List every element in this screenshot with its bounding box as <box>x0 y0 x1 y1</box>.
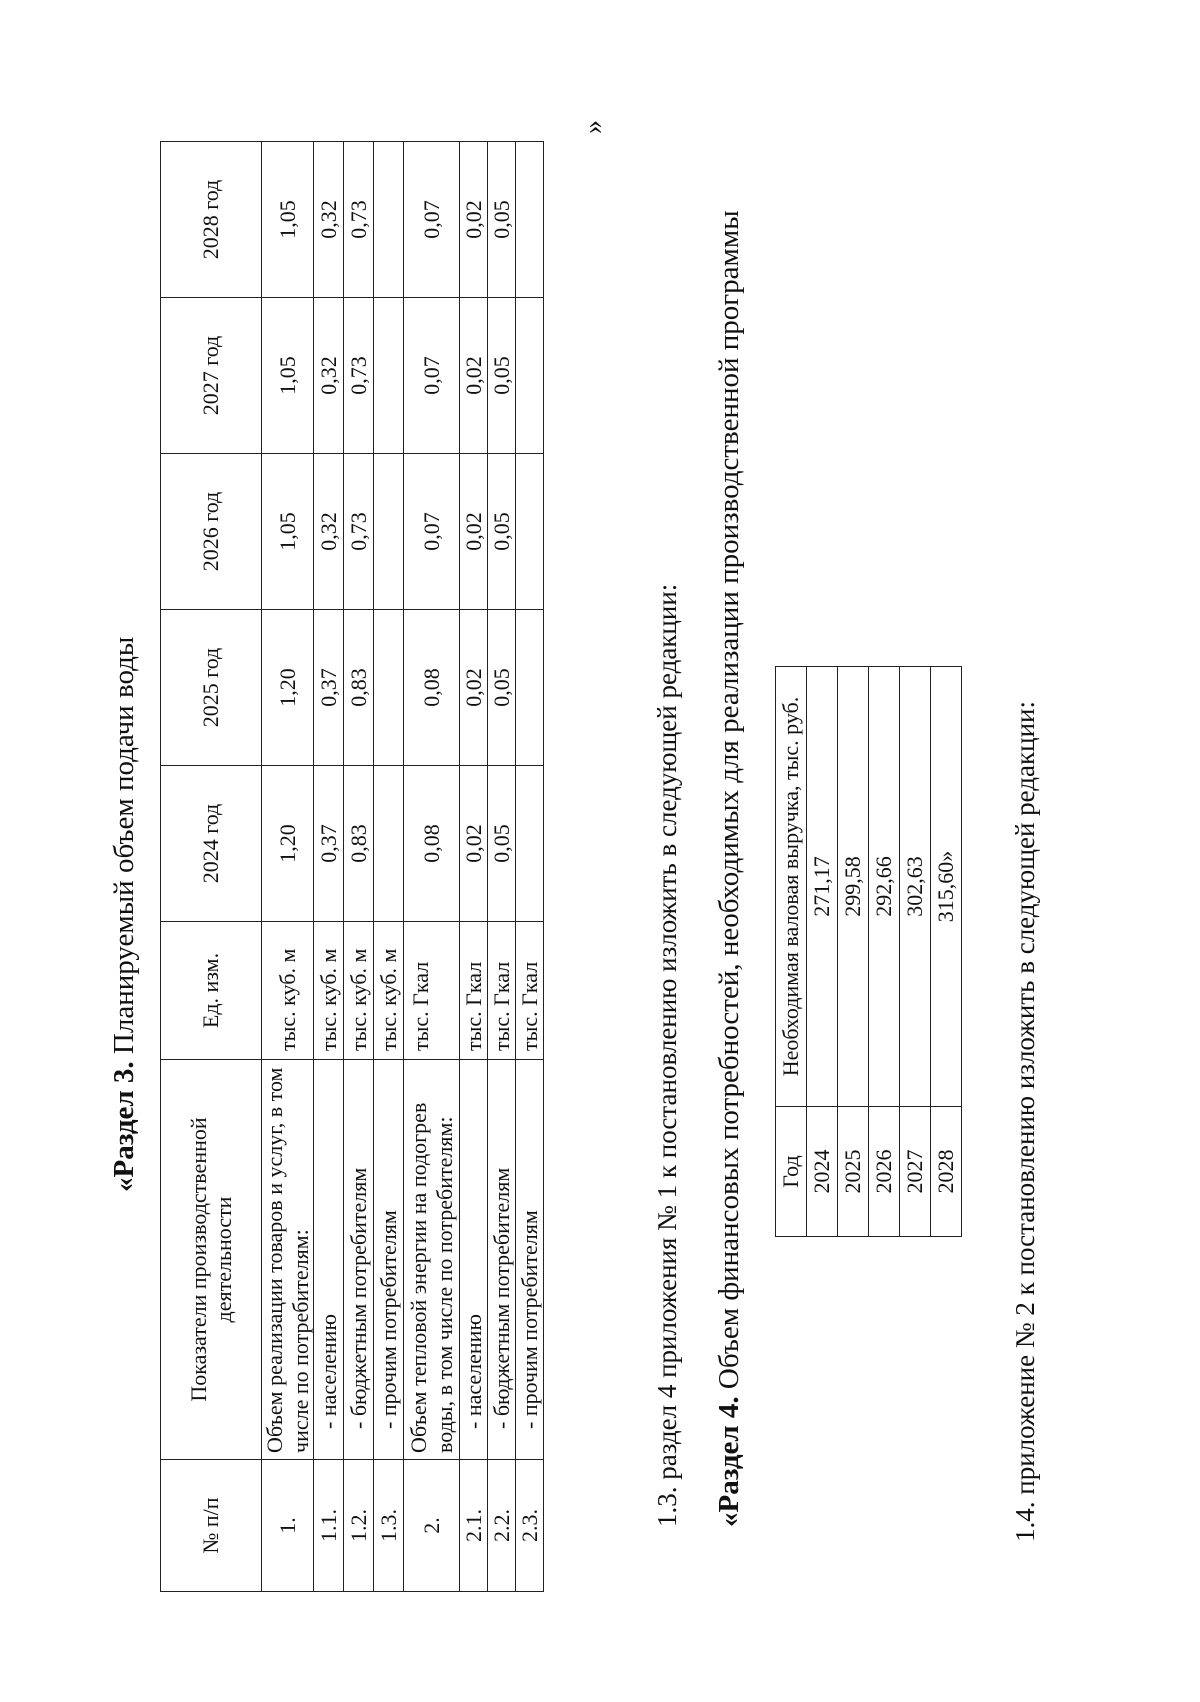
table-row <box>314 142 344 1592</box>
value-cell: 0,02 <box>460 766 488 922</box>
row-unit: тыс. Гкал <box>516 922 544 1060</box>
value-cell: 0,07 <box>404 454 460 610</box>
row-number: 2. <box>404 1460 460 1592</box>
header-cell: 2024 год <box>161 766 262 922</box>
value-cell: 1,05 <box>262 142 314 298</box>
section3-table <box>160 141 544 1592</box>
header-cell: Ед. изм. <box>161 922 262 1060</box>
value-cell: 0,02 <box>460 454 488 610</box>
value-cell: 0,08 <box>404 766 460 922</box>
table-row <box>374 142 404 1592</box>
value-cell: 0,02 <box>460 142 488 298</box>
table-header-row <box>161 142 262 1592</box>
year-cell: 2024 <box>807 1107 838 1237</box>
year-cell: 2026 <box>869 1107 900 1237</box>
table-row <box>931 667 962 1237</box>
value-cell: 271,17 <box>807 667 838 1107</box>
value-cell <box>374 766 404 922</box>
value-cell: 0,32 <box>314 298 344 454</box>
value-cell: 0,02 <box>460 610 488 766</box>
row-unit: тыс. Гкал <box>460 922 488 1060</box>
row-label: - прочим потребителям <box>374 1060 404 1460</box>
header-cell: 2026 год <box>161 454 262 610</box>
section3-title: «Раздел 3. Планируемый объем подачи воды <box>108 636 140 1192</box>
value-cell <box>516 454 544 610</box>
value-cell <box>374 610 404 766</box>
year-cell: 2027 <box>900 1107 931 1237</box>
table-row <box>516 142 544 1592</box>
row-number: 2.1. <box>460 1460 488 1592</box>
header-cell: № п/п <box>161 1460 262 1592</box>
value-cell: 0,73 <box>344 142 374 298</box>
year-cell: 2025 <box>838 1107 869 1237</box>
value-cell <box>374 298 404 454</box>
row-unit: тыс. Гкал <box>488 922 516 1060</box>
value-cell <box>516 610 544 766</box>
row-number: 1. <box>262 1460 314 1592</box>
row-label: - бюджетным потребителям <box>488 1060 516 1460</box>
table-row <box>838 667 869 1237</box>
value-cell <box>374 142 404 298</box>
paragraph-1-3: 1.3. раздел 4 приложения № 1 к постановлению изложить в следующей редакции: <box>652 583 682 1527</box>
value-cell: 0,37 <box>314 610 344 766</box>
row-number: 2.3. <box>516 1460 544 1592</box>
row-label: - прочим потребителям <box>516 1060 544 1460</box>
value-cell: 0,73 <box>344 298 374 454</box>
section3-closing-quote: » <box>578 120 609 134</box>
value-cell: 0,05 <box>488 142 516 298</box>
section4-table <box>775 666 962 1237</box>
table-header-row <box>776 667 807 1237</box>
value-cell: 0,37 <box>314 766 344 922</box>
value-cell: 1,20 <box>262 766 314 922</box>
row-unit: тыс. куб. м <box>374 922 404 1060</box>
table-row <box>344 142 374 1592</box>
value-cell: 0,73 <box>344 454 374 610</box>
table-row <box>262 142 314 1592</box>
value-cell <box>374 454 404 610</box>
table-row <box>488 142 516 1592</box>
value-cell: 0,07 <box>404 298 460 454</box>
value-cell: 0,05 <box>488 454 516 610</box>
value-cell: 0,07 <box>404 142 460 298</box>
value-cell: 315,60» <box>931 667 962 1107</box>
value-cell: 0,08 <box>404 610 460 766</box>
value-cell: 0,05 <box>488 766 516 922</box>
value-cell: 302,63 <box>900 667 931 1107</box>
year-cell: 2028 <box>931 1107 962 1237</box>
row-label: - бюджетным потребителям <box>344 1060 374 1460</box>
value-cell: 0,05 <box>488 298 516 454</box>
row-label: Объем тепловой энергии на подогрев воды, в том числе по потребителям: <box>404 1060 460 1460</box>
value-cell: 0,32 <box>314 454 344 610</box>
value-cell: 1,20 <box>262 610 314 766</box>
value-cell: 1,05 <box>262 454 314 610</box>
row-unit: тыс. Гкал <box>404 922 460 1060</box>
header-cell: 2027 год <box>161 298 262 454</box>
row-label: - населению <box>460 1060 488 1460</box>
value-cell: 0,05 <box>488 610 516 766</box>
value-cell <box>516 298 544 454</box>
table-row <box>460 142 488 1592</box>
row-label: - населению <box>314 1060 344 1460</box>
value-cell: 299,58 <box>838 667 869 1107</box>
table-row <box>404 142 460 1592</box>
row-unit: тыс. куб. м <box>344 922 374 1060</box>
value-cell: 292,66 <box>869 667 900 1107</box>
row-label: Объем реализации товаров и услуг, в том числе по потребителям: <box>262 1060 314 1460</box>
value-cell: 0,02 <box>460 298 488 454</box>
table-row <box>869 667 900 1237</box>
table-row <box>807 667 838 1237</box>
row-number: 2.2. <box>488 1460 516 1592</box>
row-unit: тыс. куб. м <box>314 922 344 1060</box>
row-number: 1.3. <box>374 1460 404 1592</box>
paragraph-1-4: 1.4. приложение № 2 к постановлению изложить в следующей редакции: <box>1010 701 1040 1542</box>
row-unit: тыс. куб. м <box>262 922 314 1060</box>
value-cell: 0,83 <box>344 610 374 766</box>
value-cell <box>516 142 544 298</box>
header-cell: Год <box>776 1107 807 1237</box>
header-cell: Необходимая валовая выручка, тыс. руб. <box>776 667 807 1107</box>
header-cell: 2025 год <box>161 610 262 766</box>
header-cell: 2028 год <box>161 142 262 298</box>
row-number: 1.1. <box>314 1460 344 1592</box>
header-cell: Показатели производственной деятельности <box>161 1060 262 1460</box>
table-row <box>900 667 931 1237</box>
row-number: 1.2. <box>344 1460 374 1592</box>
value-cell <box>516 766 544 922</box>
section4-title: «Раздел 4. Объем финансовых потребностей, необходимых для реализации производственной программы <box>713 210 745 1527</box>
value-cell: 0,83 <box>344 766 374 922</box>
value-cell: 1,05 <box>262 298 314 454</box>
value-cell: 0,32 <box>314 142 344 298</box>
